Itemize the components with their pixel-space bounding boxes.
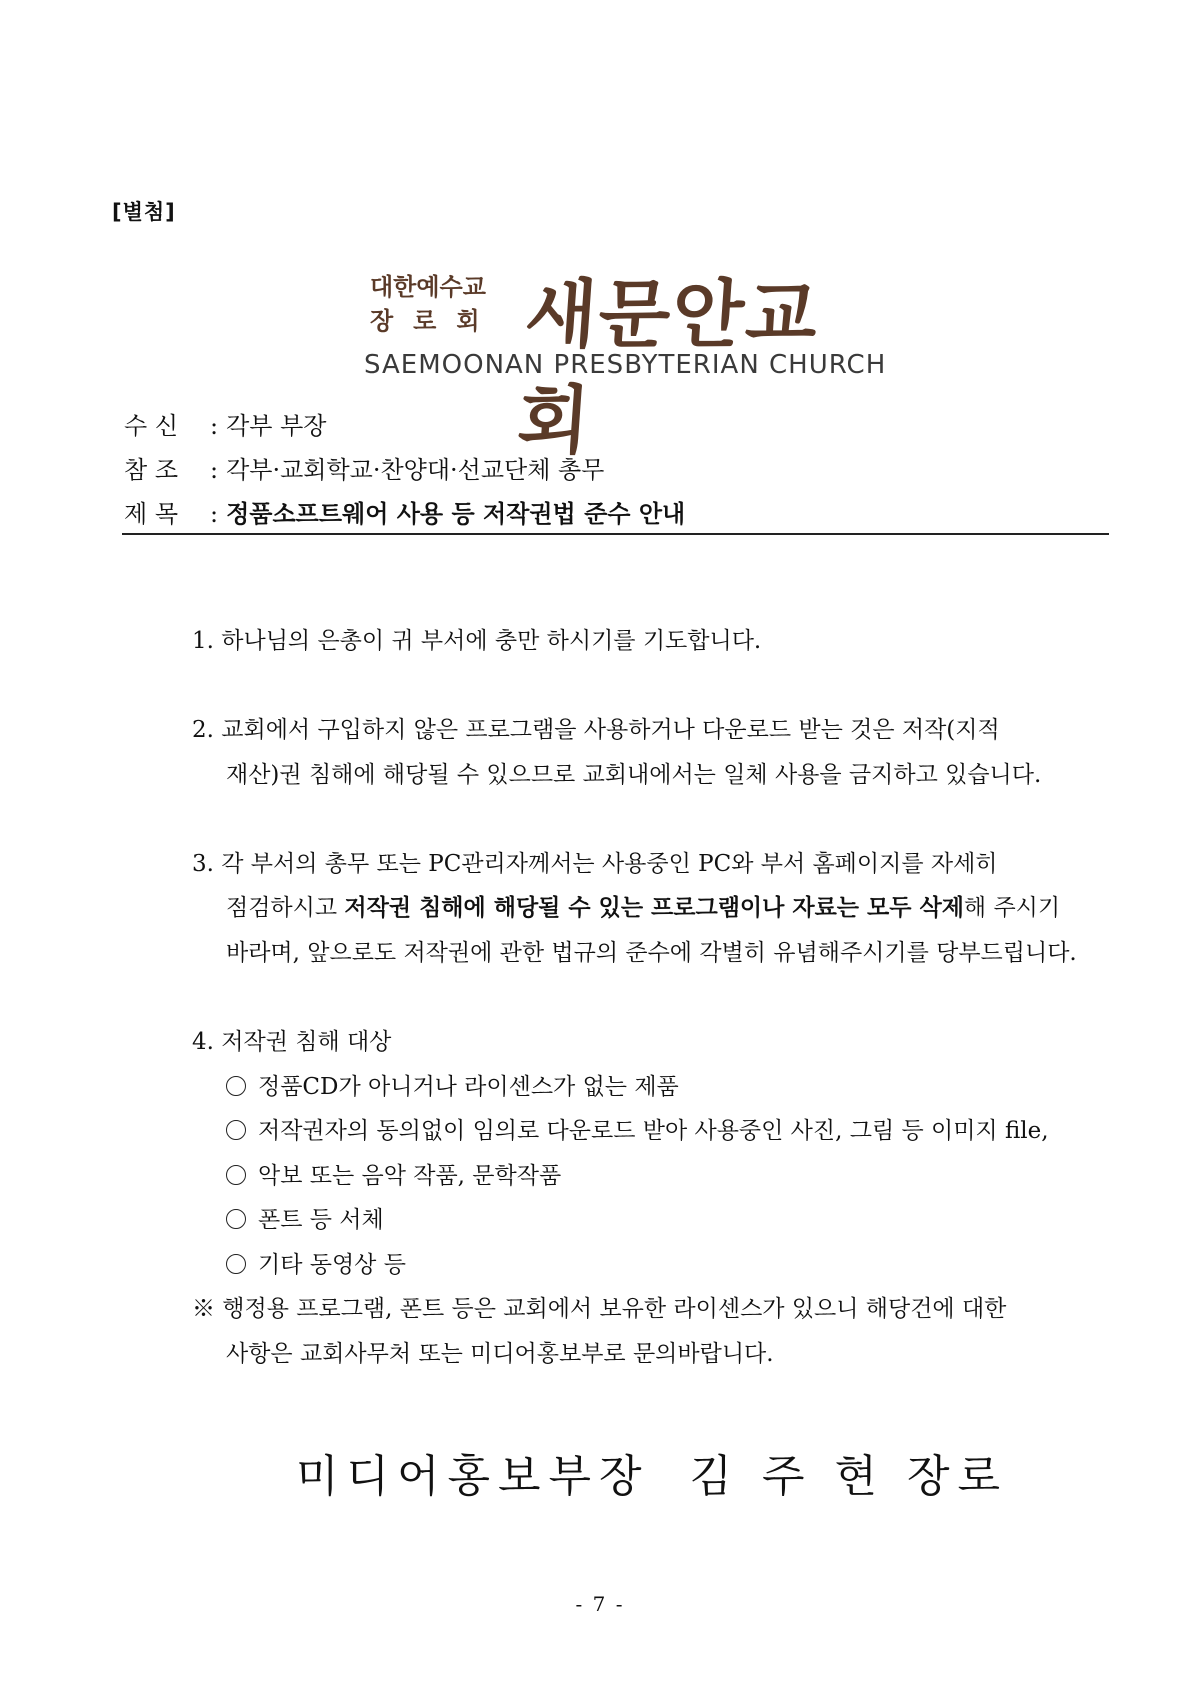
signature-name: 김 주 현 장로 — [689, 1451, 1009, 1502]
list-item — [226, 1112, 1049, 1145]
logo-denomination — [370, 270, 500, 338]
paragraph-3-line-2 — [226, 889, 1060, 922]
logo-denomination-line2: 장로회 — [370, 307, 500, 335]
attachment-label: [별첨] — [112, 200, 176, 224]
church-logo — [364, 262, 887, 464]
subject-line — [124, 494, 685, 529]
paragraph-3-emphasis: 저작권 침해에 해당될 수 있는 프로그램이나 자료는 모두 삭제 — [344, 895, 964, 921]
paragraph-3-line-2-pre: 점검하시고 — [226, 895, 345, 921]
signature-title: 미디어홍보부장 — [296, 1451, 650, 1502]
reference-value: 각부·교회학교·찬양대·선교단체 총무 — [226, 456, 605, 484]
reference-line — [124, 450, 604, 485]
paragraph-3-line-3: 바라며, 앞으로도 저작권에 관한 법규의 준수에 각별히 유념해주시기를 당부드립니다. — [226, 940, 1077, 966]
circle-bullet-icon — [226, 1254, 246, 1274]
logo-denomination-line1: 대한예수교 — [370, 273, 486, 301]
list-item — [226, 1246, 406, 1279]
header-divider — [122, 533, 1109, 535]
circle-bullet-icon — [226, 1120, 246, 1140]
list-item — [226, 1201, 384, 1234]
list-item-text: 폰트 등 서체 — [258, 1207, 384, 1233]
subject-label: 제 목 — [124, 500, 178, 528]
recipient-value: 각부 부장 — [226, 412, 327, 440]
list-item-text: 정품CD가 아니거나 라이센스가 없는 제품 — [258, 1074, 679, 1100]
reference-label: 참 조 — [124, 456, 178, 484]
circle-bullet-icon — [226, 1165, 246, 1185]
page-number: - 7 - — [575, 1592, 625, 1616]
recipient-line — [124, 406, 326, 441]
circle-bullet-icon — [226, 1076, 246, 1096]
list-item-text: 기타 동영상 등 — [258, 1252, 406, 1278]
paragraph-2-line-2: 재산)권 침해에 해당될 수 있으므로 교회내에서는 일체 사용을 금지하고 있습니다. — [226, 762, 1042, 788]
list-item — [226, 1157, 561, 1190]
subject-value: 정품소프트웨어 사용 등 저작권법 준수 안내 — [226, 500, 686, 528]
signature — [296, 1440, 1008, 1504]
logo-church-name: 새문안교회 — [514, 272, 823, 464]
paragraph-3-line-2-post: 해 주시기 — [963, 895, 1061, 921]
recipient-label: 수 신 — [124, 412, 178, 440]
paragraph-2-line-1: 2. 교회에서 구입하지 않은 프로그램을 사용하거나 다운로드 받는 것은 저작(지적 — [192, 717, 1000, 743]
paragraph-4-title: 4. 저작권 침해 대상 — [192, 1029, 392, 1055]
list-item-text: 저작권자의 동의없이 임의로 다운로드 받아 사용중인 사진, 그림 등 이미지 file, — [258, 1118, 1049, 1144]
paragraph-1: 1. 하나님의 은총이 귀 부서에 충만 하시기를 기도합니다. — [192, 628, 762, 654]
paragraph-3-line-1: 3. 각 부서의 총무 또는 PC관리자께서는 사용중인 PC와 부서 홈페이지를 자세히 — [192, 851, 998, 877]
recipient-colon: : — [210, 412, 219, 440]
logo-english-name: SAEMOONAN PRESBYTERIAN CHURCH — [364, 350, 887, 380]
subject-colon: : — [210, 500, 219, 528]
reference-colon: : — [210, 456, 219, 484]
circle-bullet-icon — [226, 1209, 246, 1229]
note-line-1: ※ 행정용 프로그램, 폰트 등은 교회에서 보유한 라이센스가 있으니 해당건에 대한 — [192, 1296, 1007, 1322]
note-line-2: 사항은 교회사무처 또는 미디어홍보부로 문의바랍니다. — [226, 1341, 774, 1367]
list-item — [226, 1068, 679, 1101]
list-item-text: 악보 또는 음악 작품, 문학작품 — [258, 1163, 562, 1189]
